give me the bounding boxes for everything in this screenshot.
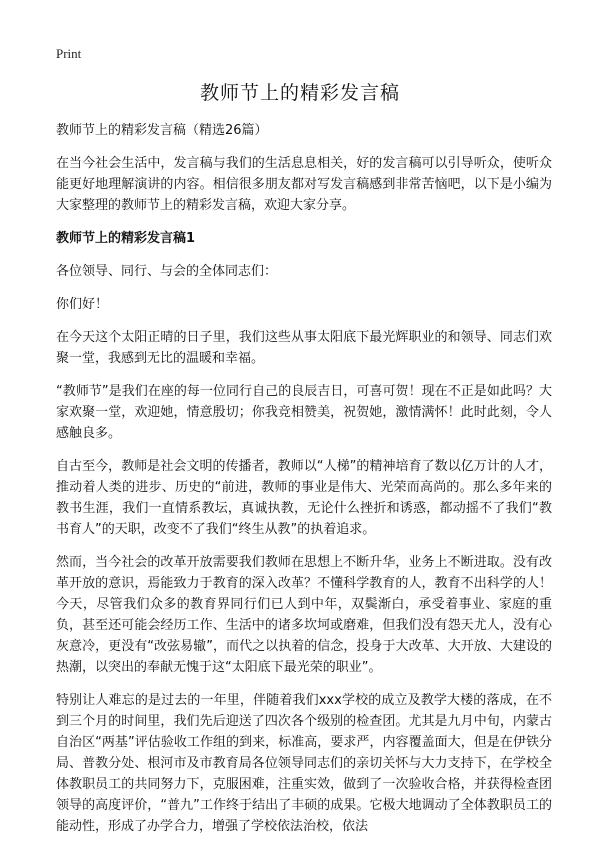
page-title: 教师节上的精彩发言稿	[199, 82, 400, 104]
section-heading: 教师节上的精彩发言稿1	[56, 231, 196, 246]
print-link[interactable]: Print	[56, 46, 82, 61]
document-body	[56, 120, 552, 849]
paragraph: “教师节”是我们在座的每一位同行自己的良辰吉日，可喜可贺！现在不正是如此吗？大家欢聚一堂，欢迎她，情意殷切；你我竞相赞美，祝贺她，激情满怀！此时此刻，令人感触良多。	[56, 384, 552, 441]
paragraph-greeting: 你们好！	[56, 297, 109, 312]
paragraph: 自古至今，教师是社会文明的传播者，教师以“人梯”的精神培育了数以亿万计的人才，推动着人类的进步、历史的“前进，教师的事业是伟大、光荣而高尚的。那么多年来的教书生涯，我们一直情系教坛，真诚执教，无论什么挫折和诱惑，都动摇不了我们“教书育人”的天职，改变不了我们“终生从教”的执着追求。	[56, 459, 552, 537]
paragraph: 在今天这个太阳正晴的日子里，我们这些从事太阳底下最光辉职业的和领导、同志们欢聚一堂，我感到无比的温暖和幸福。	[56, 330, 552, 366]
document-subtitle: 教师节上的精彩发言稿（精选26篇）	[56, 123, 268, 138]
intro-paragraph: 在当今社会生活中，发言稿与我们的生活息息相关，好的发言稿可以引导听众，使听众能更好地理解演讲的内容。相信很多朋友都对写发言稿感到非常苦恼吧，以下是小编为大家整理的教师节上的精彩发言稿，欢迎大家分享。	[56, 156, 552, 213]
paragraph: 然而，当今社会的改革开放需要我们教师在思想上不断升华，业务上不断进取。没有改革开放的意识，焉能致力于教育的深入改革？不懂科学教育的人，教育不出科学的人！今天，尽管我们众多的教育界同行们已人到中年，双鬓渐白，承受着事业、家庭的重负，甚至还可能会经历工作、生活中的诸多坎坷或磨难，但我们没有怨天尤人，没有心灰意冷，更没有“改弦易辙”，而代之以执着的信念，投身于大改革、大开放、大建设的热潮，以突出的奉献无愧于这“太阳底下最光荣的职业”。	[56, 555, 552, 675]
paragraph-salutation: 各位领导、同行、与会的全体同志们：	[56, 264, 278, 279]
paragraph: 特别让人难忘的是过去的一年里，伴随着我们xxx学校的成立及教学大楼的落成，在不到三个月的时间里，我们先后迎送了四次各个级别的检查团。尤其是九月中旬，内蒙古自治区“两基”评估验收工作组的到来，标准高，要求严，内容覆盖面大，但是在伊铁分局、普教分处、根河市及市教育局各位领导同志们的亲切关怀与大力支持下，在学校全体教职员工的共同努力下，克服困难，注重实效，做到了一次验收合格，并获得检查团领导的高度评价，“普九”工作终于结出了丰硕的成果。它极大地调动了全体教职员工的能动性，形成了办学合力，增强了学校依法治校，依法	[56, 693, 552, 834]
